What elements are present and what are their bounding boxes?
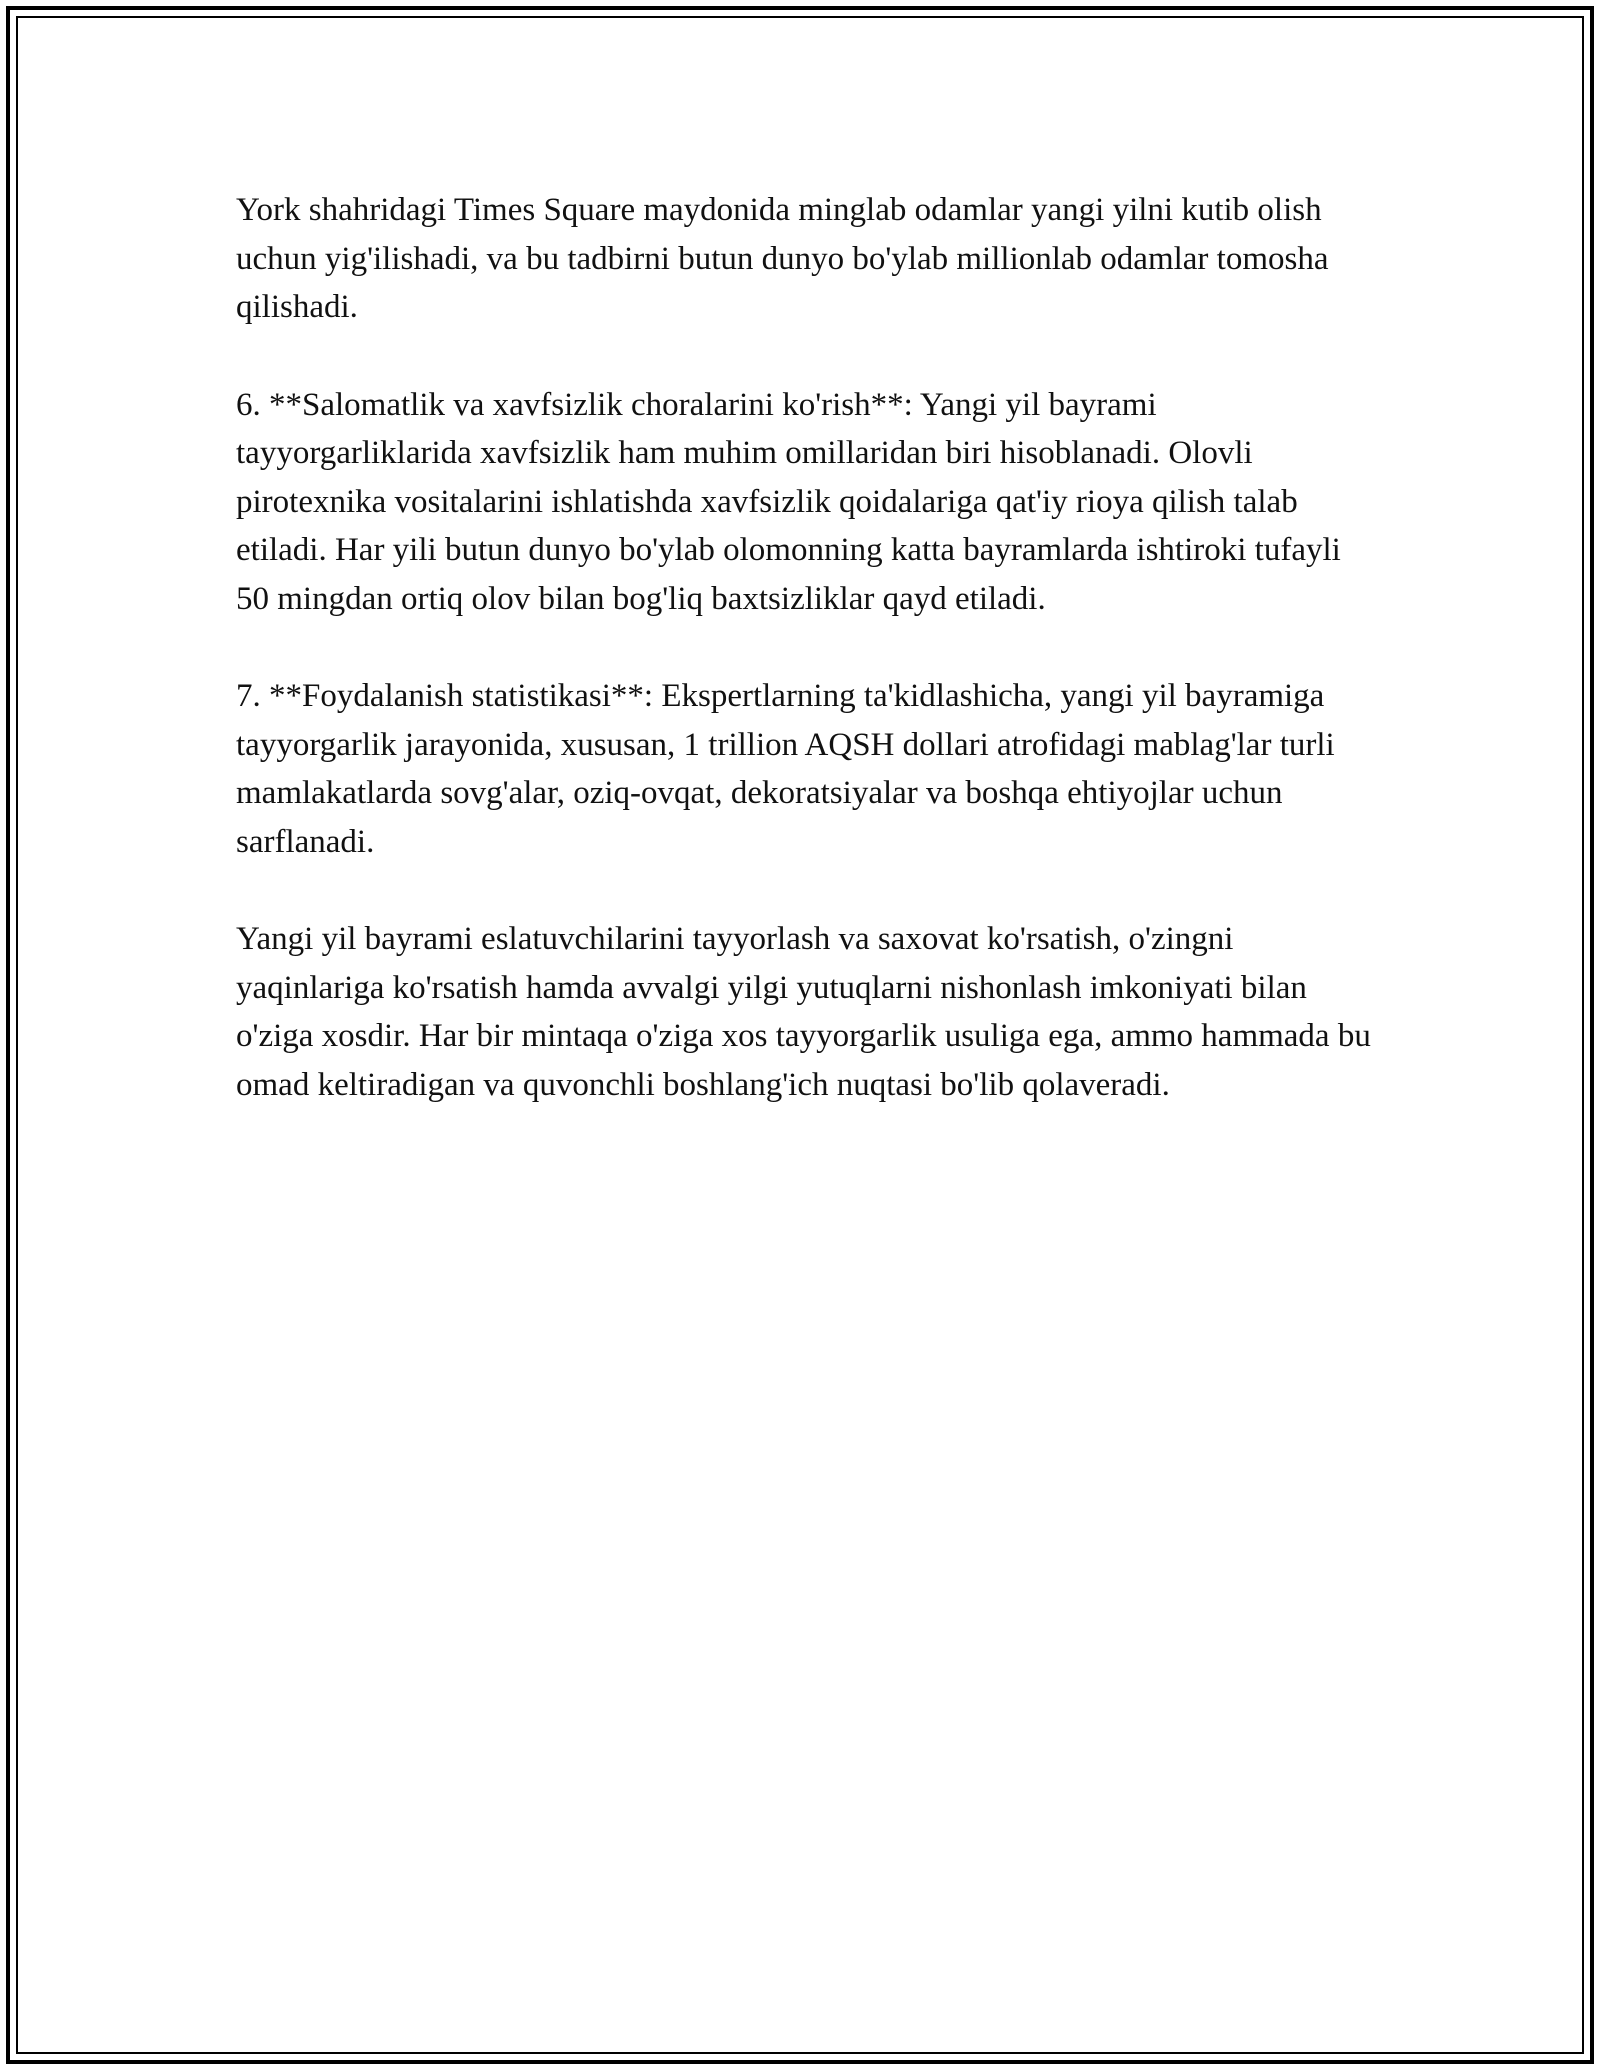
- paragraph-safety-measures: 6. **Salomatlik va xavfsizlik choralarini ko'rish**: Yangi yil bayrami tayyorgarliklarida xavfsizlik ham muhim omillaridan biri hisoblanadi. Olovli pirotexnika vositalarini ishlatishda xavfsizlik qoidalariga qat'iy rioya qilish talab etiladi. Har yili butun dunyo bo'ylab olomonning katta bayramlarda ishtiroki tufayli 50 mingdan ortiq olov bilan bog'liq baxtsizliklar qayd etiladi.: [236, 386, 1341, 617]
- document-body: [236, 186, 1376, 1109]
- paragraph-conclusion: Yangi yil bayrami eslatuvchilarini tayyorlash va saxovat ko'rsatish, o'zingni yaqinlariga ko'rsatish hamda avvalgi yilgi yutuqlarni nishonlash imkoniyati bilan o'ziga xosdir. Har bir mintaqa o'ziga xos tayyorgarlik usuliga ega, ammo hammada bu omad keltiradigan va quvonchli boshlang'ich nuqtasi bo'lib qolaveradi.: [236, 921, 1371, 1103]
- paragraph-times-square: York shahridagi Times Square maydonida minglab odamlar yangi yilni kutib olish uchun yig'ilishadi, va bu tadbirni butun dunyo bo'ylab millionlab odamlar tomosha qilishadi.: [236, 192, 1329, 325]
- paragraph-spending-statistics: 7. **Foydalanish statistikasi**: Ekspertlarning ta'kidlashicha, yangi yil bayramiga tayyorgarlik jarayonida, xususan, 1 trillion AQSH dollari atrofidagi mablag'lar turli mamlakatlarda sovg'alar, oziq-ovqat, dekoratsiyalar va boshqa ehtiyojlar uchun sarflanadi.: [236, 678, 1335, 860]
